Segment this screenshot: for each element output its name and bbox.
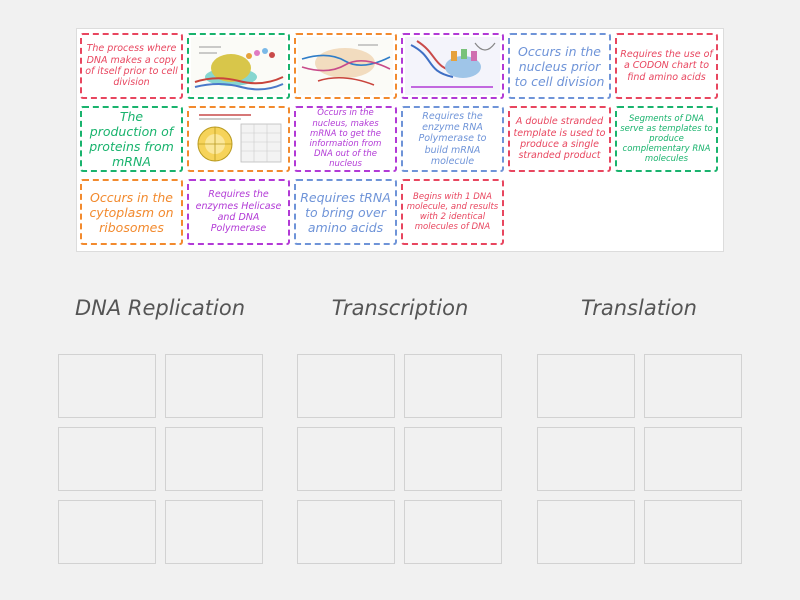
card-cytoplasm-ribosomes[interactable] — [80, 179, 183, 245]
card-text: Requires the enzymes Helicase and DNA Polymerase — [195, 189, 282, 235]
translation-diagram-icon — [405, 37, 500, 95]
drop-slot-translation[interactable] — [537, 427, 635, 491]
card-helicase-polymerase[interactable] — [187, 179, 290, 245]
transcription-diagram-icon — [298, 37, 393, 95]
card-one-dna-two-identical[interactable] — [401, 179, 504, 245]
drop-slot-dna-replication[interactable] — [165, 427, 263, 491]
card-text: Requires the enzyme RNA Polymerase to build mRNA molecule — [418, 110, 487, 168]
drop-slot-transcription[interactable] — [404, 354, 502, 418]
card-text: Requires the use of a CODON chart to find amino acids — [620, 48, 713, 83]
card-text: Requires tRNA to bring over amino acids — [300, 189, 391, 235]
card-text: Begins with 1 DNA molecule, and results with 2 identical molecules of DNA — [406, 191, 499, 233]
card-text: Occurs in the nucleus prior to cell division — [514, 43, 605, 89]
drop-slot-translation[interactable] — [644, 354, 742, 418]
drop-slot-transcription[interactable] — [404, 500, 502, 564]
card-rna-polymerase[interactable] — [401, 106, 504, 172]
card-production-of-proteins[interactable] — [80, 106, 183, 172]
drop-slot-dna-replication[interactable] — [58, 427, 156, 491]
drop-slot-dna-replication[interactable] — [165, 354, 263, 418]
card-nucleus-makes-mrna[interactable] — [294, 106, 397, 172]
codon-chart-diagram-icon — [191, 110, 286, 168]
group-heading-transcription: Transcription — [331, 296, 469, 320]
card-text: A double stranded template is used to produce a single stranded product — [513, 116, 606, 162]
card-text: Occurs in the cytoplasm on ribosomes — [89, 189, 174, 235]
drop-slot-dna-replication[interactable] — [58, 354, 156, 418]
card-image-replication-diagram[interactable] — [187, 33, 290, 99]
drop-slot-transcription[interactable] — [297, 427, 395, 491]
drop-slot-transcription[interactable] — [404, 427, 502, 491]
card-codon-chart[interactable] — [615, 33, 718, 99]
card-image-codon-chart[interactable] — [187, 106, 290, 172]
card-text: Segments of DNA serve as templates to produce complementary RNA molecules — [620, 113, 713, 165]
card-double-stranded-template[interactable] — [508, 106, 611, 172]
card-tray — [76, 28, 724, 252]
drop-slot-dna-replication[interactable] — [58, 500, 156, 564]
card-text: The process where DNA makes a copy of itself prior to cell division — [85, 43, 178, 89]
card-text: The production of proteins from mRNA — [89, 109, 174, 169]
card-image-transcription-diagram[interactable] — [294, 33, 397, 99]
drop-slot-translation[interactable] — [537, 500, 635, 564]
drop-slot-translation[interactable] — [644, 500, 742, 564]
drop-slot-translation[interactable] — [537, 354, 635, 418]
card-text: Occurs in the nucleus, makes mRNA to get the information from DNA out of the nucleus — [309, 108, 382, 170]
dna-replication-diagram-icon — [191, 37, 286, 95]
card-trna-amino-acids[interactable] — [294, 179, 397, 245]
card-nucleus-prior-division[interactable] — [508, 33, 611, 99]
card-image-translation-diagram[interactable] — [401, 33, 504, 99]
card-segments-of-dna[interactable] — [615, 106, 718, 172]
card-replication-definition[interactable] — [80, 33, 183, 99]
drop-slot-translation[interactable] — [644, 427, 742, 491]
drop-slot-transcription[interactable] — [297, 354, 395, 418]
group-heading-translation: Translation — [581, 296, 697, 320]
group-heading-dna-replication: DNA Replication — [74, 296, 246, 320]
drop-slot-dna-replication[interactable] — [165, 500, 263, 564]
drop-slot-transcription[interactable] — [297, 500, 395, 564]
